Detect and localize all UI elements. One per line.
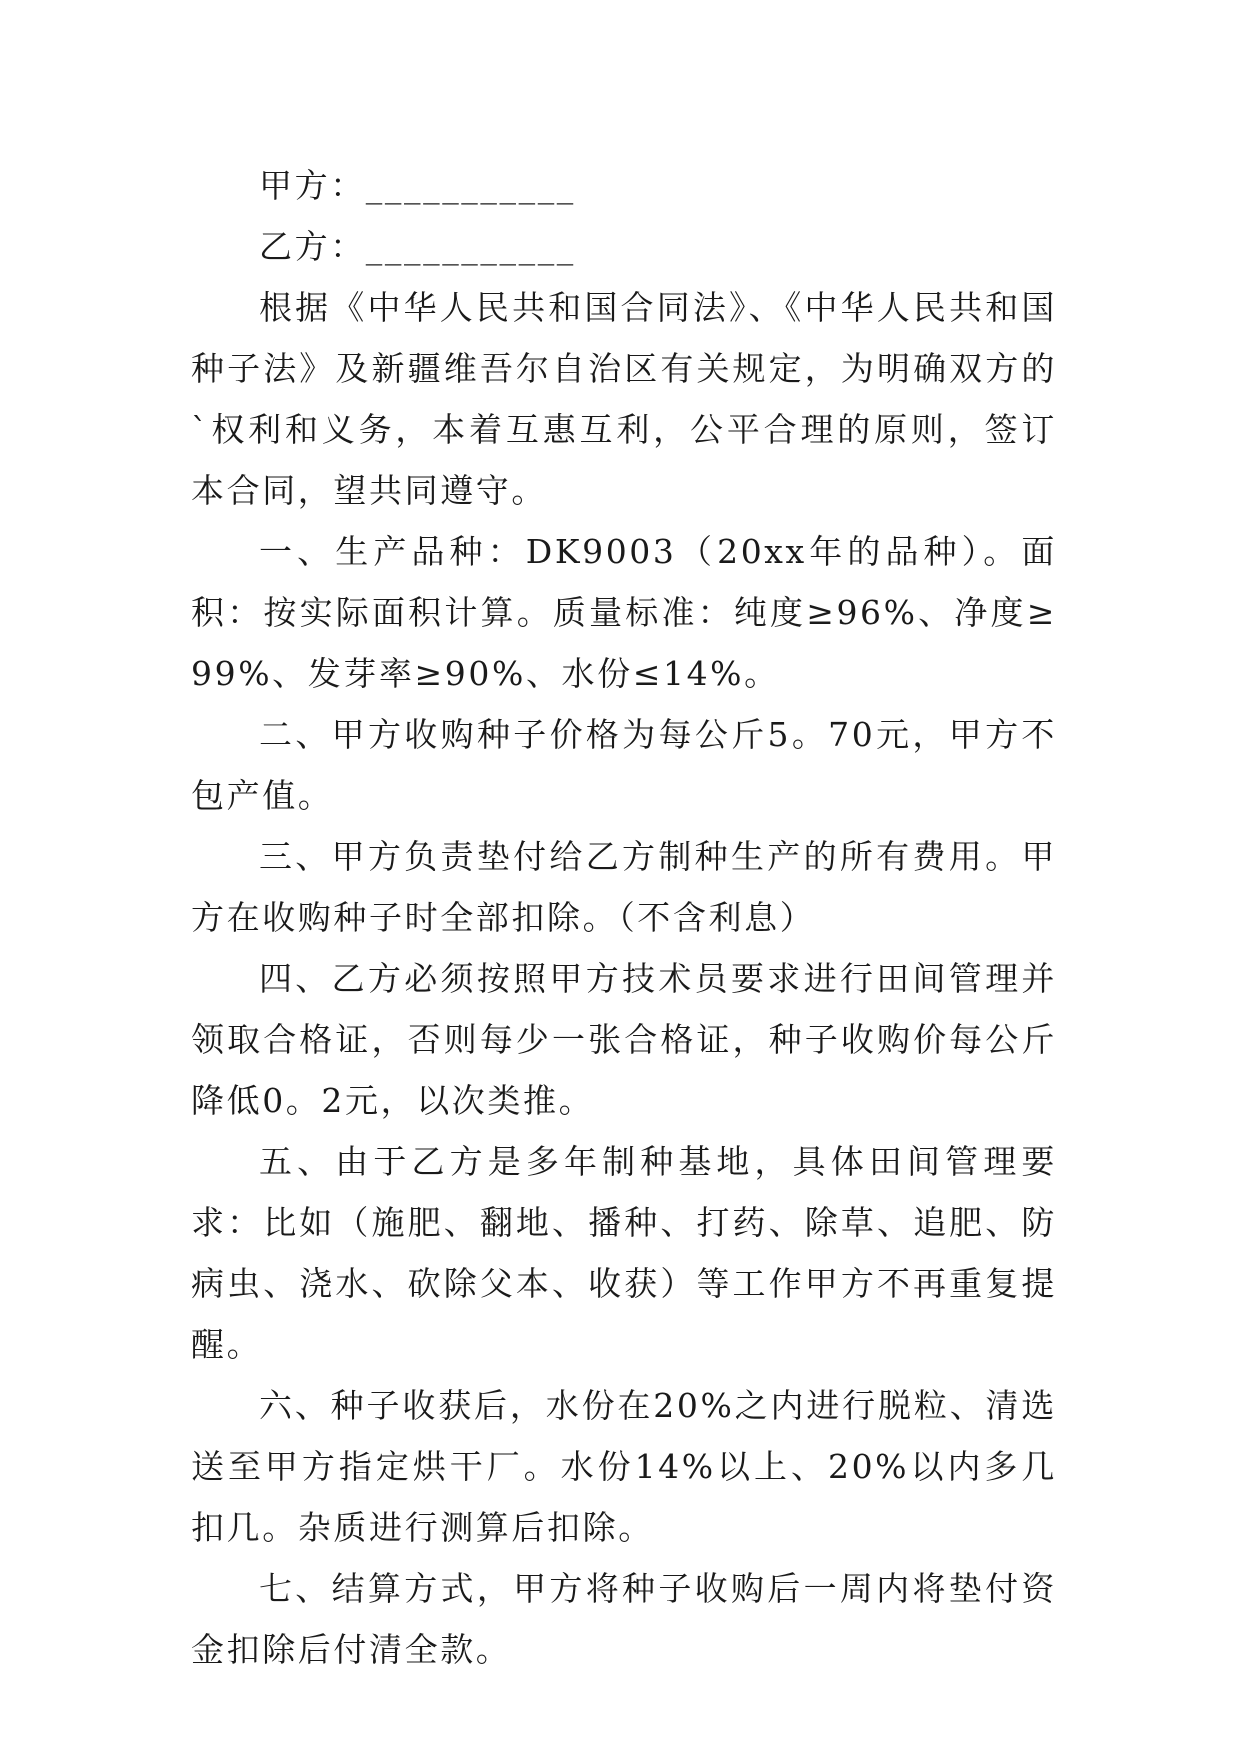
preamble-paragraph: 根据《中华人民共和国合同法》、《中华人民共和国种子法》及新疆维吾尔自治区有关规定，为明确双方的`权利和义务，本着互惠互利，公平合理的原则，签订本合同，望共同遵守。 (191, 288, 1057, 510)
party-a-line: 甲方：___________ (259, 166, 576, 205)
clause-1: 一、生产品种：DK9003（20xx年的品种）。面积：按实际面积计算。质量标准：纯度≥96%、净度≥99%、发芽率≥90%、水份≤14%。 (191, 532, 1057, 693)
party-b-line: 乙方：___________ (259, 227, 576, 266)
clause-7: 七、结算方式，甲方将种子收购后一周内将垫付资金扣除后付清全款。 (191, 1569, 1057, 1669)
clause-2: 二、甲方收购种子价格为每公斤5。70元，甲方不包产值。 (191, 715, 1057, 815)
contract-page (191, 155, 1057, 1680)
clause-5: 五、由于乙方是多年制种基地，具体田间管理要求：比如（施肥、翻地、播种、打药、除草、追肥、防病虫、浇水、砍除父本、收获）等工作甲方不再重复提醒。 (191, 1142, 1057, 1364)
clause-3: 三、甲方负责垫付给乙方制种生产的所有费用。甲方在收购种子时全部扣除。（不含利息） (191, 837, 1057, 937)
clause-4: 四、乙方必须按照甲方技术员要求进行田间管理并领取合格证，否则每少一张合格证，种子收购价每公斤降低0。2元，以次类推。 (191, 959, 1057, 1120)
clause-6: 六、种子收获后，水份在20%之内进行脱粒、清选送至甲方指定烘干厂。水份14%以上、20%以内多几扣几。杂质进行测算后扣除。 (191, 1386, 1057, 1547)
